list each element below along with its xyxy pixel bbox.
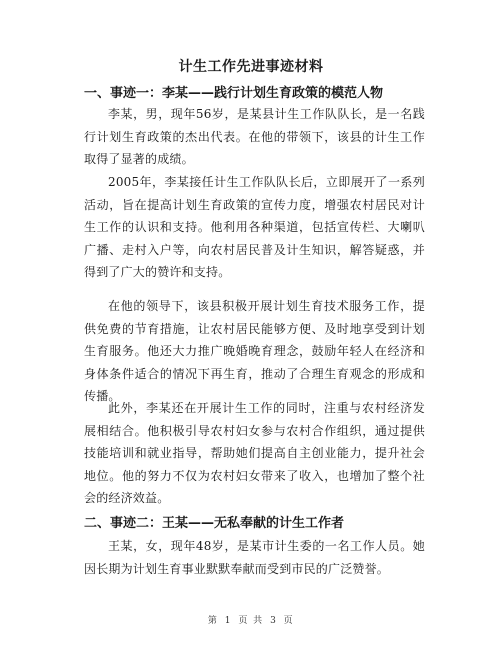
paragraph-1-3: 在他的领导下，该县积极开展计划生育技术服务工作，提供免费的节育措施，让农村居民能够方便、及时地享受到计划生育服务。他还大力推广晚婚晚育理念，鼓励年轻人在经济和身体条件适合的情况下再生育，推动了合理生育观念的形成和传播。	[84, 299, 425, 403]
page-footer	[0, 613, 502, 626]
paragraph-1-1: 李某，男，现年56岁，是某县计生工作队队长，是一名践行计划生育政策的杰出代表。在他的带领下，该县的计生工作取得了显著的成绩。	[84, 107, 425, 166]
footer-page-number: 1	[224, 616, 232, 626]
footer-suffix: 页	[283, 616, 295, 626]
footer-total-pages: 3	[270, 616, 278, 626]
section-heading-1: 一、事迹一：李某——践行计划生育政策的模范人物	[84, 86, 384, 101]
footer-middle: 页 共	[238, 616, 264, 626]
paragraph-2-1: 王某，女，现年48岁，是某市计生委的一名工作人员。她因长期为计划生育事业默默奉献而受到市民的广泛赞誉。	[84, 539, 425, 576]
paragraph-1-2: 2005年，李某接任计生工作队队长后，立即展开了一系列活动，旨在提高计划生育政策的宣传力度，增强农村居民对计生工作的认识和支持。他利用各种渠道，包括宣传栏、大喇叭广播、走村入户等，向农村居民普及计生知识，解答疑惑，并得到了广大的赞许和支持。	[84, 175, 425, 279]
section-heading-2: 二、事迹二：王某——无私奉献的计生工作者	[84, 516, 345, 531]
document-title: 计生工作先进事迹材料	[178, 59, 324, 75]
footer-prefix: 第	[207, 616, 219, 626]
paragraph-1-4: 此外，李某还在开展计生工作的同时，注重与农村经济发展相结合。他积极引导农村妇女参与农村合作组织，通过提供技能培训和就业指导，帮助她们提高自主创业能力，提升社会地位。他的努力不仅为农村妇女带来了收入，也增加了整个社会的经济效益。	[84, 401, 425, 505]
